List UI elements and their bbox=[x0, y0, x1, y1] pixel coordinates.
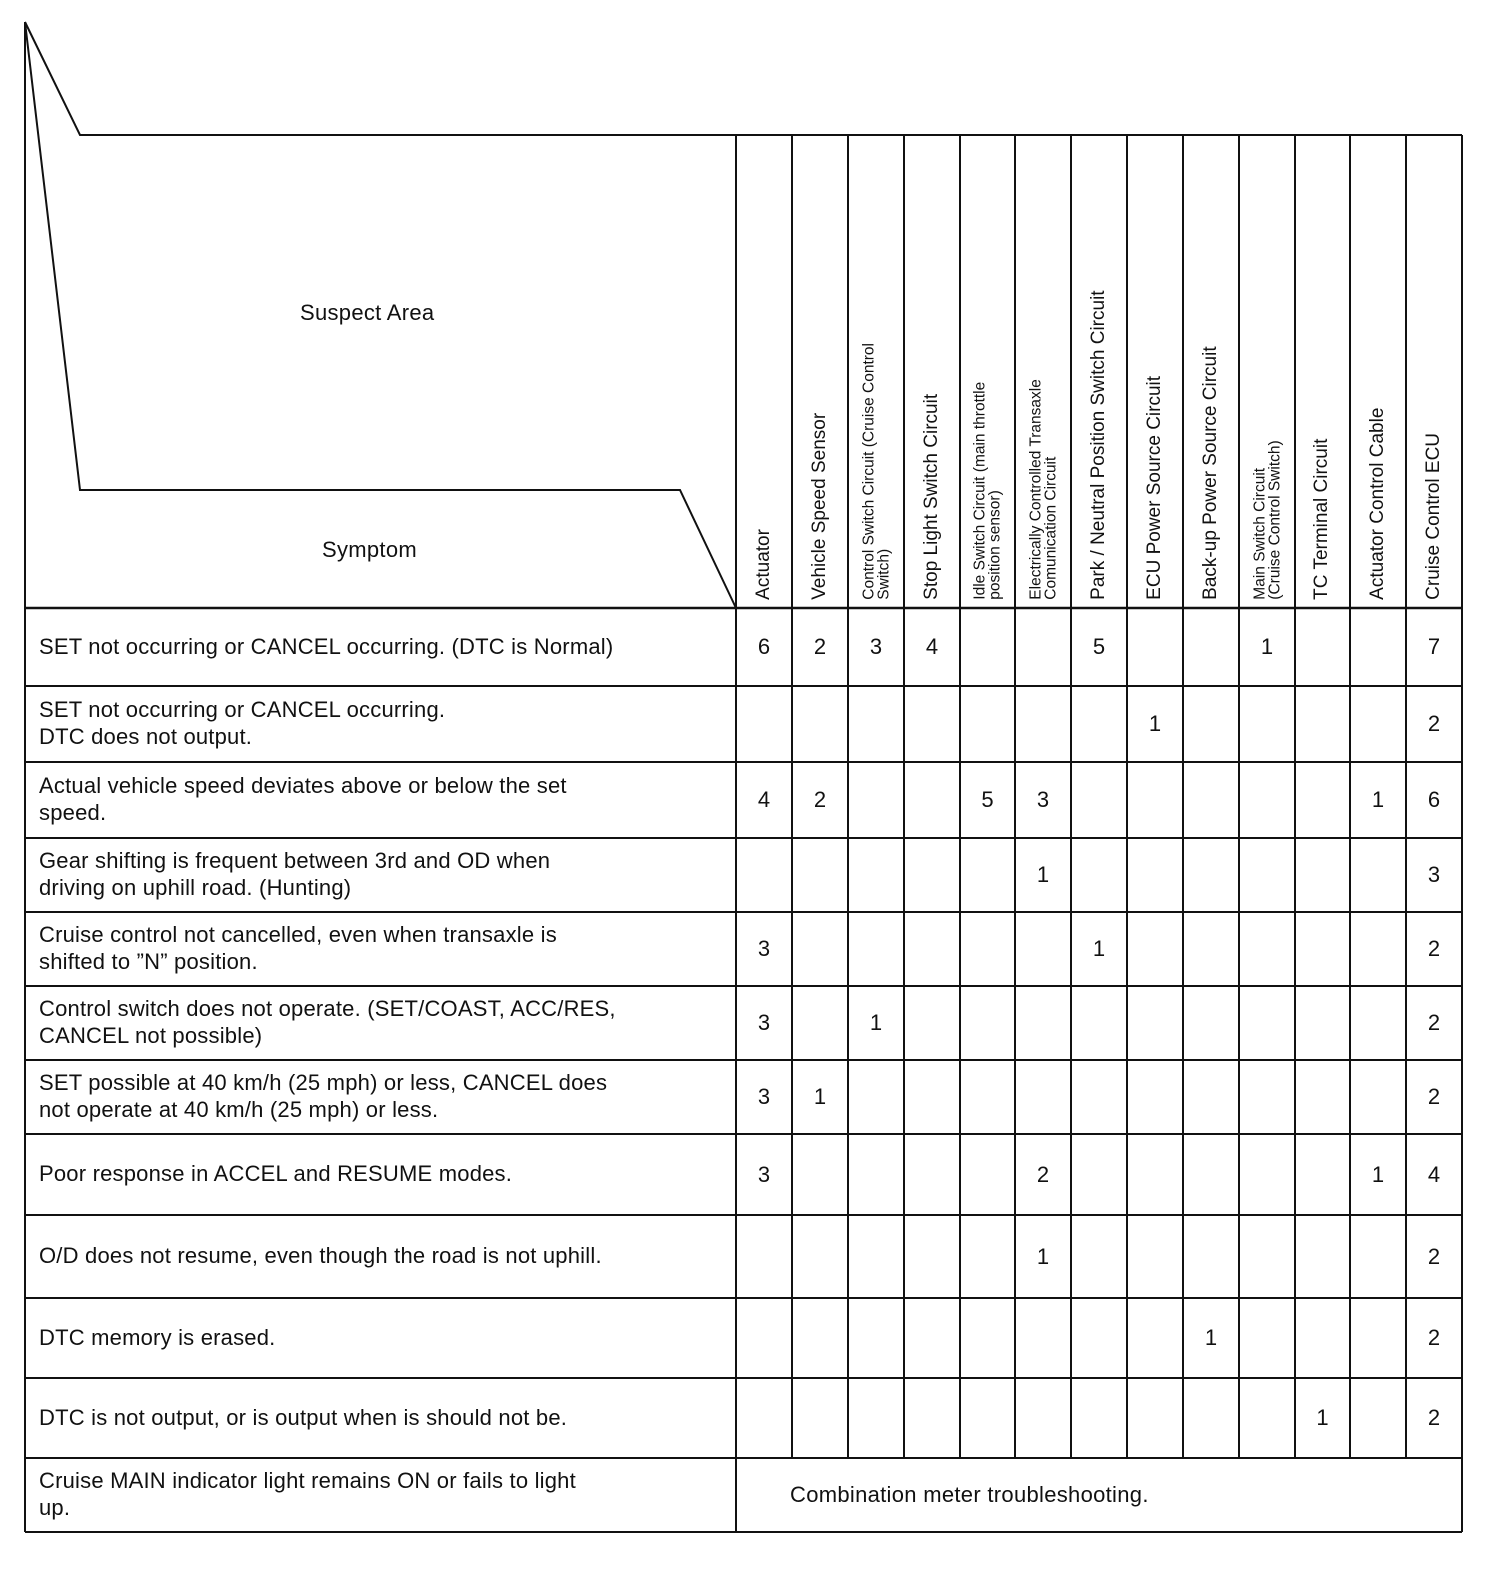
column-header-label: Actuator Control Cable bbox=[1366, 407, 1388, 600]
column-header bbox=[1071, 135, 1127, 608]
symptom-cell bbox=[25, 838, 736, 912]
column-header-label: Idle Switch Circuit (main throttle position sensor) bbox=[971, 382, 1004, 600]
column-header-label: Electrically Controlled Transaxle Comunication Circuit bbox=[1026, 379, 1059, 600]
priority-value: 3 bbox=[757, 936, 771, 961]
symptom-text: Cruise control not cancelled, even when transaxle is shifted to ”N” position. bbox=[39, 922, 557, 974]
priority-value: 1 bbox=[1260, 634, 1274, 659]
symptom-text: SET not occurring or CANCEL occurring. DTC does not output. bbox=[39, 697, 446, 749]
priority-value: 3 bbox=[757, 1084, 771, 1109]
priority-value: 2 bbox=[1427, 1325, 1441, 1350]
symptom-text: SET possible at 40 km/h (25 mph) or less, CANCEL does not operate at 40 km/h (25 mph) or less. bbox=[39, 1070, 608, 1122]
symptom-text: DTC memory is erased. bbox=[39, 1324, 276, 1350]
priority-value: 1 bbox=[869, 1010, 883, 1035]
priority-value: 2 bbox=[813, 787, 827, 812]
column-header-label: Stop Light Switch Circuit bbox=[920, 394, 942, 600]
symptom-cell bbox=[25, 686, 736, 762]
priority-value: 3 bbox=[757, 1010, 771, 1035]
priority-value: 1 bbox=[1148, 711, 1162, 736]
column-header bbox=[960, 135, 1015, 608]
column-header bbox=[792, 135, 848, 608]
column-header-label: Back-up Power Source Circuit bbox=[1199, 346, 1221, 600]
priority-value: 2 bbox=[1427, 1405, 1441, 1430]
symptom-label: Symptom bbox=[322, 537, 418, 562]
priority-value: 1 bbox=[1204, 1325, 1218, 1350]
suspect-area-label: Suspect Area bbox=[300, 300, 435, 325]
symptom-cell bbox=[25, 762, 736, 838]
symptom-cell bbox=[25, 1298, 736, 1378]
symptom-text: SET not occurring or CANCEL occurring. (DTC is Normal) bbox=[39, 633, 614, 659]
priority-value: 3 bbox=[1036, 787, 1050, 812]
priority-value: 6 bbox=[1427, 787, 1441, 812]
priority-value: 4 bbox=[1427, 1161, 1441, 1187]
priority-value: 1 bbox=[1036, 1243, 1050, 1269]
priority-value: 2 bbox=[1427, 1243, 1441, 1269]
priority-value: 5 bbox=[1092, 634, 1106, 659]
priority-value: 2 bbox=[1427, 1084, 1441, 1109]
priority-value: 2 bbox=[813, 634, 827, 659]
priority-value: 1 bbox=[1316, 1405, 1329, 1430]
priority-value: 2 bbox=[1427, 711, 1441, 736]
priority-value: 1 bbox=[1036, 862, 1050, 887]
priority-value: 4 bbox=[925, 634, 939, 659]
column-header bbox=[1015, 135, 1071, 608]
column-header bbox=[1350, 135, 1406, 608]
priority-value: 1 bbox=[813, 1084, 827, 1109]
symptom-cell bbox=[25, 1378, 736, 1458]
priority-value: 3 bbox=[757, 1161, 771, 1187]
column-header bbox=[848, 135, 904, 608]
column-header-label: Vehicle Speed Sensor bbox=[808, 413, 830, 600]
priority-value: 2 bbox=[1036, 1161, 1050, 1187]
priority-value: 1 bbox=[1092, 936, 1106, 961]
symptom-cell bbox=[25, 1215, 736, 1298]
symptom-cell bbox=[25, 912, 736, 986]
column-header bbox=[1127, 135, 1183, 608]
priority-value: 3 bbox=[1427, 862, 1441, 887]
priority-value: 7 bbox=[1427, 634, 1441, 659]
priority-value: 1 bbox=[1371, 1161, 1385, 1187]
symptom-text: Cruise MAIN indicator light remains ON or fails to light up. bbox=[39, 1468, 576, 1520]
priority-value: 4 bbox=[757, 787, 771, 812]
symptom-text: Control switch does not operate. (SET/COAST, ACC/RES, CANCEL not possible) bbox=[39, 996, 616, 1048]
column-header bbox=[1406, 135, 1462, 608]
column-header-label: Park / Neutral Position Switch Circuit bbox=[1087, 290, 1109, 600]
column-header bbox=[1239, 135, 1295, 608]
column-header-label: Cruise Control ECU bbox=[1422, 433, 1444, 600]
column-header-label: Main Switch Circuit (Cruise Control Switch) bbox=[1250, 440, 1283, 600]
priority-value: 6 bbox=[757, 634, 771, 659]
priority-value: 1 bbox=[1371, 787, 1385, 812]
column-header-label: ECU Power Source Circuit bbox=[1143, 376, 1165, 600]
symptom-cell bbox=[25, 986, 736, 1060]
symptom-text: Poor response in ACCEL and RESUME modes. bbox=[39, 1161, 513, 1187]
symptom-cell bbox=[25, 1134, 736, 1215]
symptom-text: DTC is not output, or is output when is should not be. bbox=[39, 1404, 568, 1430]
symptom-text: Gear shifting is frequent between 3rd and OD when driving on uphill road. (Hunting) bbox=[39, 848, 551, 900]
column-header-label: Actuator bbox=[752, 529, 774, 600]
symptom-text: O/D does not resume, even though the road is not uphill. bbox=[39, 1243, 602, 1269]
symptom-cell bbox=[25, 1458, 736, 1532]
priority-value: 5 bbox=[981, 787, 994, 812]
symptom-cell bbox=[25, 608, 736, 686]
column-header-label: TC Terminal Circuit bbox=[1311, 438, 1333, 600]
suspect-area-diagonal bbox=[25, 22, 1462, 135]
column-header bbox=[736, 135, 792, 608]
priority-value: 3 bbox=[869, 634, 883, 659]
column-header bbox=[1295, 135, 1350, 608]
combination-meter-note: Combination meter troubleshooting. bbox=[790, 1482, 1149, 1507]
symptom-cell bbox=[25, 1060, 736, 1134]
priority-value: 2 bbox=[1427, 1010, 1441, 1035]
column-header bbox=[904, 135, 960, 608]
column-header bbox=[1183, 135, 1239, 608]
column-header-label: Control Switch Circuit (Cruise Control Switch) bbox=[859, 343, 892, 600]
priority-value: 2 bbox=[1427, 936, 1441, 961]
symptom-text: Actual vehicle speed deviates above or below the set speed. bbox=[39, 773, 567, 825]
